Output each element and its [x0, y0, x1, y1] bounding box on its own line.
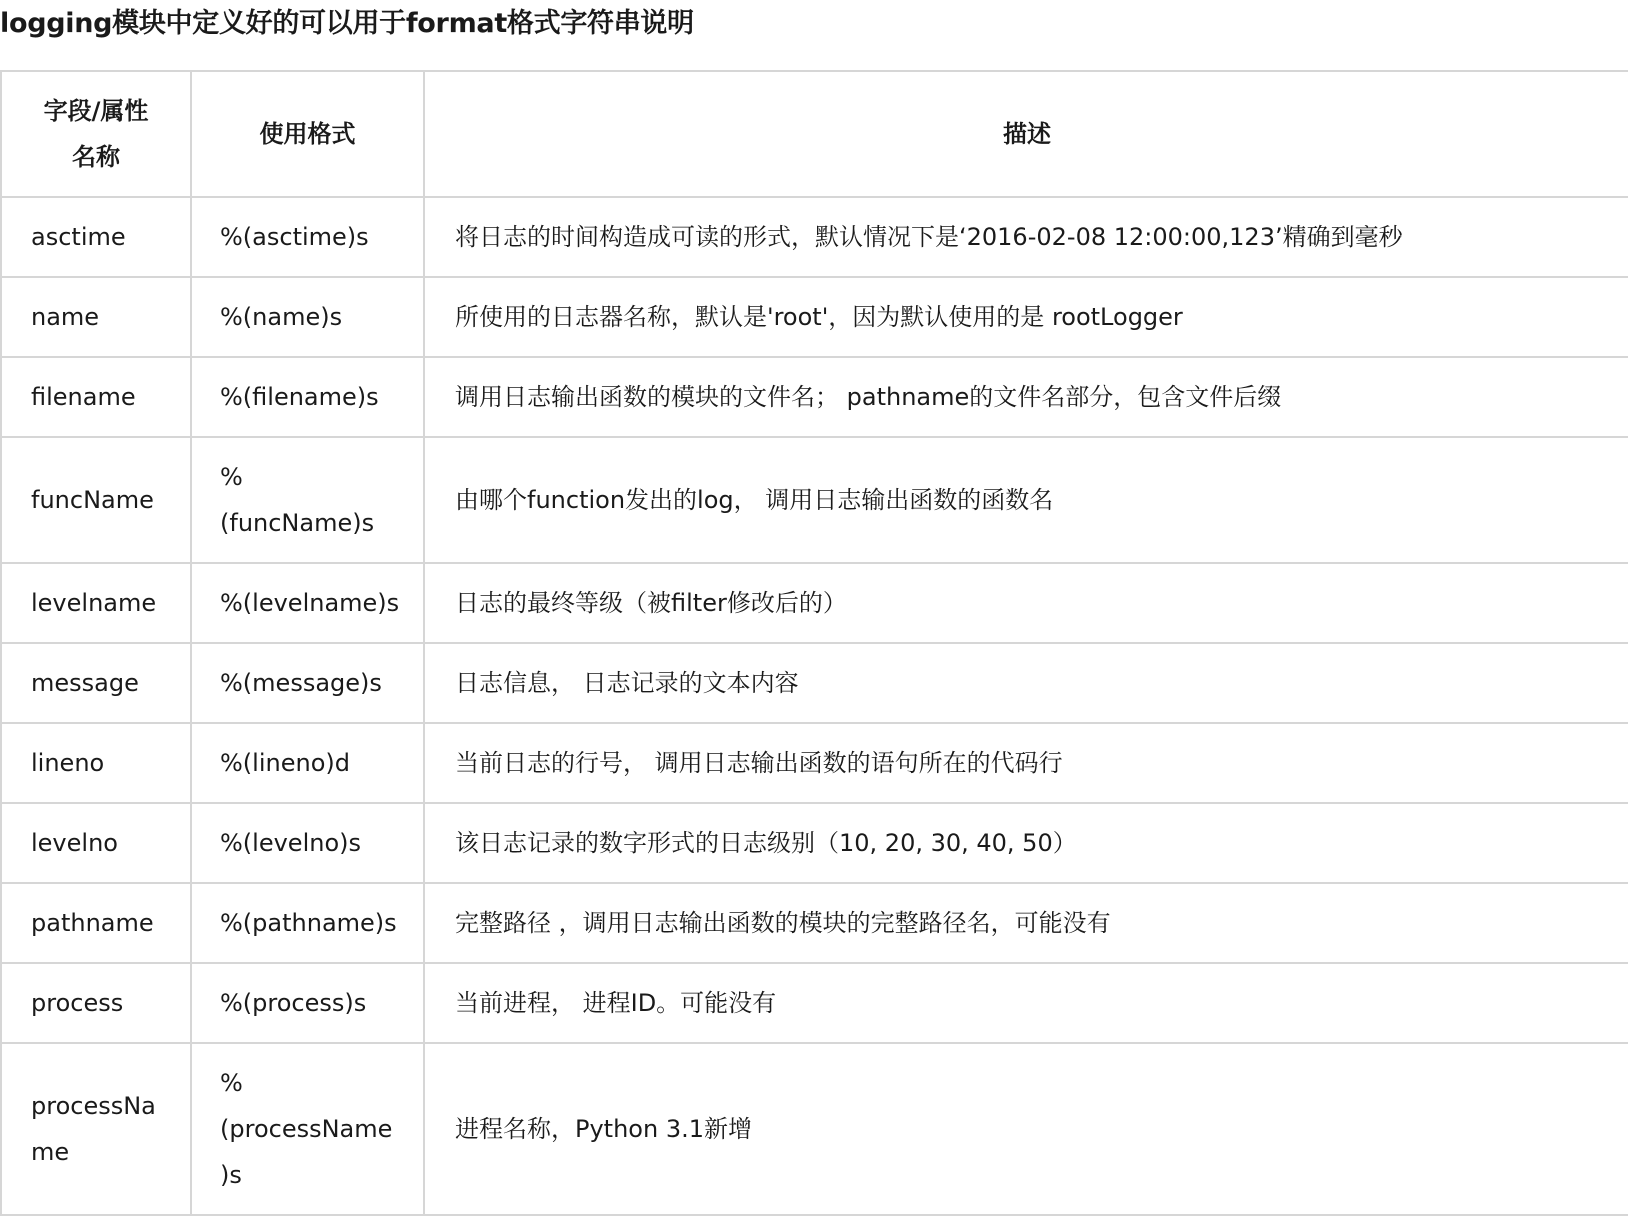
description-cell: 日志的最终等级（被filter修改后的）: [424, 563, 1628, 643]
table-row: [1, 197, 1628, 277]
format-cell: %(levelname)s: [191, 563, 424, 643]
format-cell: %(message)s: [191, 643, 424, 723]
field-name-cell: levelname: [1, 563, 191, 643]
field-name-line: processNa: [31, 1092, 156, 1120]
description-cell: 当前进程， 进程ID。可能没有: [424, 963, 1628, 1043]
description-cell: 完整路径 ，调用日志输出函数的模块的完整路径名，可能没有: [424, 883, 1628, 963]
header-field-name: [1, 71, 191, 197]
description-cell: 当前日志的行号， 调用日志输出函数的语句所在的代码行: [424, 723, 1628, 803]
description-cell: 调用日志输出函数的模块的文件名； pathname的文件名部分，包含文件后缀: [424, 357, 1628, 437]
field-name-cell: process: [1, 963, 191, 1043]
table-row: [1, 357, 1628, 437]
field-name-cell: name: [1, 277, 191, 357]
field-name-cell: lineno: [1, 723, 191, 803]
format-cell: %(process)s: [191, 963, 424, 1043]
page-title: logging模块中定义好的可以用于format格式字符串说明: [0, 8, 694, 39]
format-cell: %(pathname)s: [191, 883, 424, 963]
field-name-cell: levelno: [1, 803, 191, 883]
format-cell-line: (processName: [220, 1115, 393, 1143]
table-row: [1, 277, 1628, 357]
format-cell: [191, 437, 424, 563]
format-fields-table: [0, 70, 1628, 1216]
format-cell: %(name)s: [191, 277, 424, 357]
table-row: [1, 1043, 1628, 1215]
field-name-cell: [1, 1043, 191, 1215]
field-name-cell: funcName: [1, 437, 191, 563]
format-cell-line: )s: [220, 1161, 242, 1189]
format-cell-line: %: [220, 1069, 243, 1097]
description-cell: 所使用的日志器名称，默认是'root'，因为默认使用的是 rootLogger: [424, 277, 1628, 357]
description-cell: 由哪个function发出的log， 调用日志输出函数的函数名: [424, 437, 1628, 563]
description-cell: 该日志记录的数字形式的日志级别（10, 20, 30, 40, 50）: [424, 803, 1628, 883]
format-cell: %(asctime)s: [191, 197, 424, 277]
table-header-row: [1, 71, 1628, 197]
description-cell: 进程名称，Python 3.1新增: [424, 1043, 1628, 1215]
field-name-cell: asctime: [1, 197, 191, 277]
header-description: 描述: [424, 71, 1628, 197]
table-row: [1, 437, 1628, 563]
field-name-cell: filename: [1, 357, 191, 437]
format-cell: %(filename)s: [191, 357, 424, 437]
format-cell-line: (funcName)s: [220, 509, 375, 537]
format-cell: %(lineno)d: [191, 723, 424, 803]
table-row: [1, 963, 1628, 1043]
header-format: 使用格式: [191, 71, 424, 197]
header-field-name-line1: 字段/属性: [43, 97, 149, 125]
description-cell: 日志信息， 日志记录的文本内容: [424, 643, 1628, 723]
header-field-name-line2: 名称: [72, 143, 120, 171]
table-row: [1, 803, 1628, 883]
format-cell-line: %: [220, 463, 243, 491]
field-name-line: me: [31, 1138, 70, 1166]
table-row: [1, 643, 1628, 723]
field-name-cell: message: [1, 643, 191, 723]
table-row: [1, 723, 1628, 803]
field-name-cell: pathname: [1, 883, 191, 963]
table-row: [1, 883, 1628, 963]
format-cell: [191, 1043, 424, 1215]
table-row: [1, 563, 1628, 643]
format-cell: %(levelno)s: [191, 803, 424, 883]
description-cell: 将日志的时间构造成可读的形式，默认情况下是‘2016-02-08 12:00:00,123’精确到毫秒: [424, 197, 1628, 277]
